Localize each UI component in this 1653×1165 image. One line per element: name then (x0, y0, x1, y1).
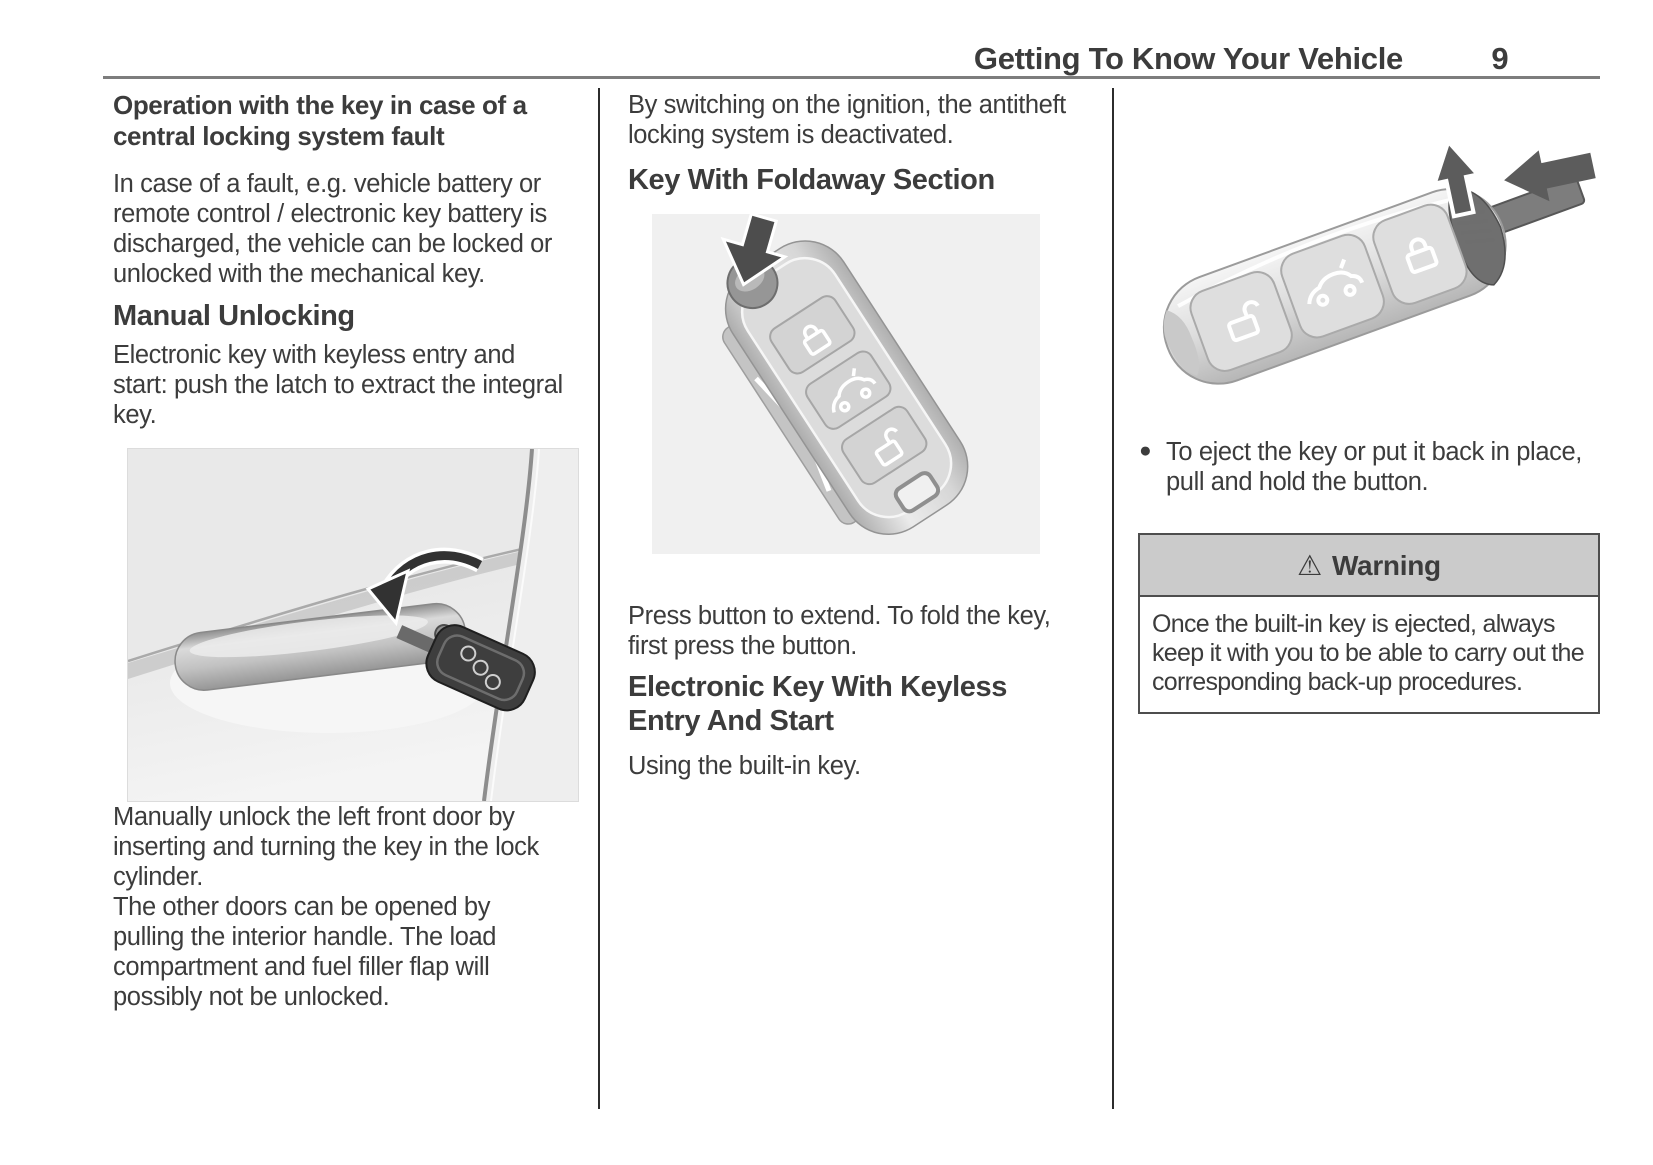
page-title: Getting To Know Your Vehicle (973, 41, 1403, 76)
paragraph: By switching on the ignition, the antitheft locking system is deactivated. (628, 91, 1066, 149)
paragraph: Using the built-in key. (628, 752, 861, 780)
warning-box (1138, 533, 1600, 714)
page-number: 9 (1491, 41, 1509, 76)
paragraph: Manually unlock the left front door by inserting and turning the key in the lock cylinder. (113, 803, 539, 891)
right-column (1138, 90, 1600, 714)
heading-electronic-key-keyless: Electronic Key With Keyless Entry And Start (628, 671, 1007, 737)
heading-key-foldaway-section: Key With Foldaway Section (628, 164, 995, 196)
bullet-text: To eject the key or put it back in place, pull and hold the button. (1166, 438, 1582, 496)
middle-column (628, 90, 1086, 781)
heading-central-locking-fault: Operation with the key in case of a central locking system fault (113, 90, 527, 151)
paragraph: Press button to extend. To fold the key, first press the button. (628, 602, 1051, 660)
column-divider-left (598, 88, 600, 1109)
warning-body: Once the built-in key is ejected, always keep it with you to be able to carry out the corresponding back-up procedures. (1152, 610, 1584, 696)
warning-triangle-icon: ⚠ (1297, 550, 1322, 581)
paragraph: The other doors can be opened by pulling the interior handle. The load compartment and fuel filler flap will possibly not be unlocked. (113, 893, 497, 1011)
header-rule (103, 76, 1600, 79)
figure-door-handle-key (127, 448, 579, 802)
bullet-item (1138, 437, 1600, 497)
door-handle-key-image (128, 449, 578, 801)
electronic-key-image (1138, 115, 1600, 415)
bullet-icon: ● (1139, 439, 1152, 462)
paragraph: Electronic key with keyless entry and start: push the latch to extract the integral key. (113, 341, 563, 429)
column-divider-right (1112, 88, 1114, 1109)
left-column (113, 90, 565, 1012)
warning-header (1140, 535, 1598, 597)
warning-title: Warning (1331, 550, 1441, 581)
paragraph: In case of a fault, e.g. vehicle battery or remote control / electronic key battery is discharged, the vehicle can be locked or unlocked with the mechanical key. (113, 170, 553, 288)
figure-foldaway-key (652, 214, 1040, 554)
figure-electronic-key (1138, 115, 1600, 415)
heading-manual-unlocking: Manual Unlocking (113, 300, 355, 332)
foldaway-key-image (652, 214, 1040, 554)
